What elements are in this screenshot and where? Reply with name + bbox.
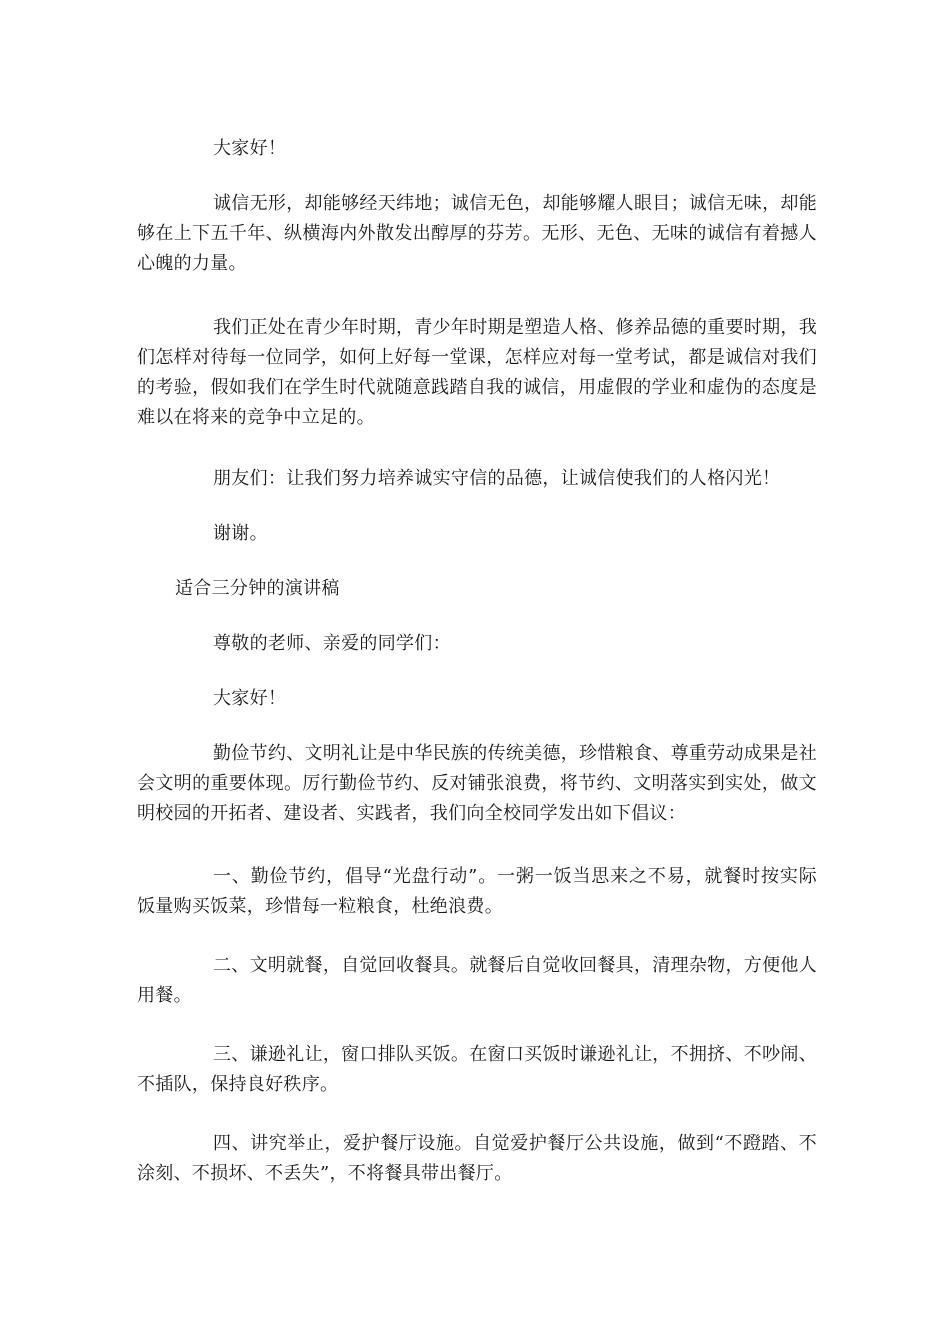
paragraph-greeting-2: 大家好！ <box>213 688 287 709</box>
paragraph-friends-call: 朋友们：让我们努力培养诚实守信的品德，让诚信使我们的人格闪光！ <box>213 468 781 489</box>
paragraph-greeting: 大家好！ <box>213 138 287 159</box>
paragraph-proposal-4: 四、讲究举止，爱护餐厅设施。自觉爱护餐厅公共设施，做到“不蹬踏、不涂刻、不损坏、不丢失”，不将餐具带出餐厅。 <box>137 1133 817 1184</box>
paragraph-proposal-1: 一、勤俭节约，倡导“光盘行动”。一粥一饭当思来之不易，就餐时按实际饭量购买饭菜，珍惜每一粒粮食，杜绝浪费。 <box>137 866 817 917</box>
paragraph-frugality-intro: 勤俭节约、文明礼让是中华民族的传统美德，珍惜粮食、尊重劳动成果是社会文明的重要体现。厉行勤俭节约、反对铺张浪费，将节约、文明落实到实处，做文明校园的开拓者、建设者、实践者，我们向全校同学发出如下倡议： <box>137 743 817 824</box>
paragraph-proposal-2: 二、文明就餐，自觉回收餐具。就餐后自觉收回餐具，清理杂物，方便他人用餐。 <box>137 955 817 1006</box>
paragraph-youth-period: 我们正处在青少年时期，青少年时期是塑造人格、修养品德的重要时期，我们怎样对待每一位同学，如何上好每一堂课，怎样应对每一堂考试，都是诚信对我们的考验，假如我们在学生时代就随意践踏自我的诚信，用虚假的学业和虚伪的态度是难以在将来的竞争中立足的。 <box>137 317 817 428</box>
paragraph-salutation: 尊敬的老师、亲爱的同学们： <box>213 633 451 654</box>
paragraph-thanks: 谢谢。 <box>213 523 268 544</box>
paragraph-proposal-3: 三、谦逊礼让，窗口排队买饭。在窗口买饭时谦逊礼让，不拥挤、不吵闹、不插队，保持良好秩序。 <box>137 1044 817 1095</box>
paragraph-integrity-intro: 诚信无形，却能够经天纬地；诚信无色，却能够耀人眼目；诚信无味，却能够在上下五千年、纵横海内外散发出醇厚的芬芳。无形、无色、无味的诚信有着撼人心魄的力量。 <box>137 193 817 274</box>
section-title: 适合三分钟的演讲稿 <box>175 578 340 599</box>
